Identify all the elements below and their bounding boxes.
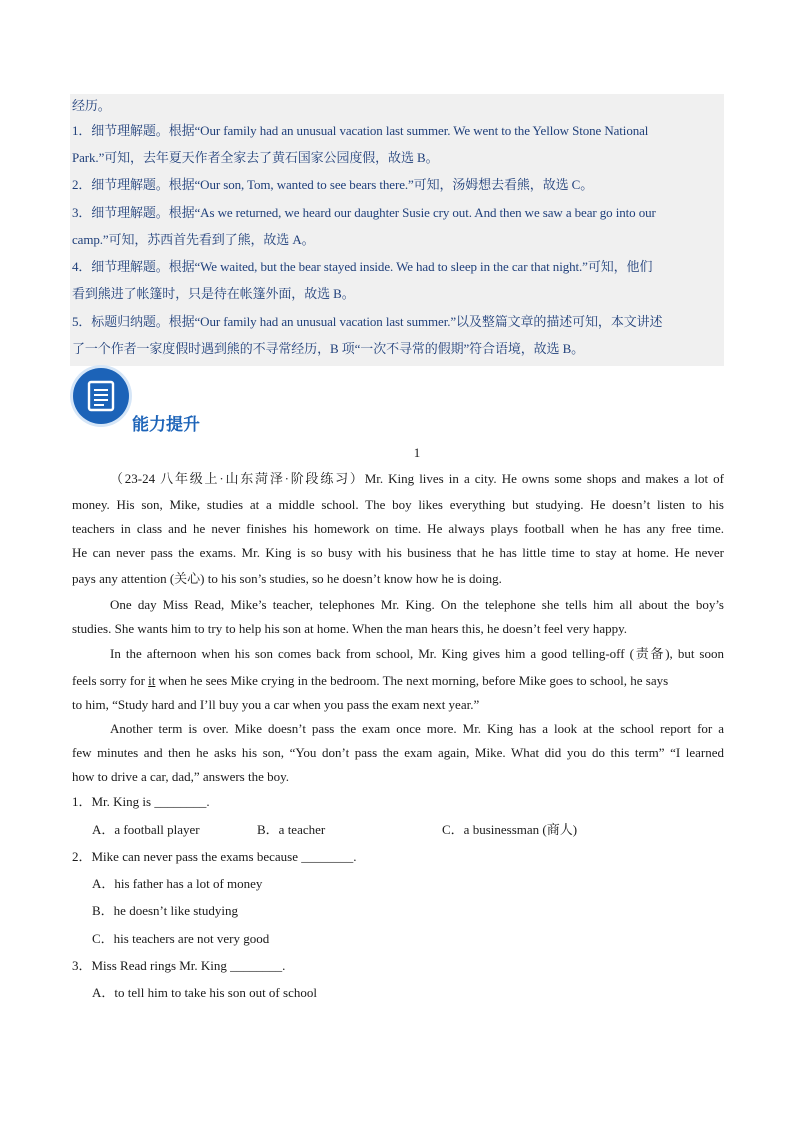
question-option[interactable]: A．his father has a lot of money <box>92 876 263 891</box>
answer-line: 经历。 <box>72 98 111 113</box>
section-title: 能力提升 <box>132 415 200 435</box>
answer-line: 了一个作者一家度假时遇到熊的不寻常经历，B 项“一次不寻常的假期”符合语境，故选 B。 <box>72 341 585 356</box>
passage-line: （23-24 八年级上·山东菏泽·阶段练习）Mr. King lives in a city. He owns some shops and makes a lot of <box>110 471 724 486</box>
question-option[interactable]: C．a businessman (商人) <box>442 822 578 837</box>
answer-line: 看到熊进了帐篷时，只是待在帐篷外面，故选 B。 <box>72 286 355 301</box>
passage-line: One day Miss Read, Mike’s teacher, telephones Mr. King. On the telephone she tells him all about the boy’s <box>110 597 724 612</box>
question-option[interactable]: B．a teacher <box>257 822 326 837</box>
question-option[interactable]: B．he doesn’t like studying <box>92 903 239 918</box>
answer-explanation-box <box>70 94 724 366</box>
passage-line: pays any attention (关心) to his son’s studies, so he doesn’t know how he is doing. <box>72 571 502 586</box>
question-stem: 3．Miss Read rings Mr. King ________. <box>72 958 286 973</box>
question-option[interactable]: A．to tell him to take his son out of school <box>92 985 317 1000</box>
answer-line: 1．细节理解题。根据“Our family had an unusual vacation last summer. We went to the Yellow Stone National <box>72 123 649 138</box>
passage-line: teachers in class and he never finishes his homework on time. He always plays football when he has any free time. <box>72 521 724 536</box>
question-stem: 2．Mike can never pass the exams because ________. <box>72 849 357 864</box>
text-segment: feels sorry for <box>72 673 149 688</box>
passage-line: to him, “Study hard and I’ll buy you a car when you pass the exam next year.” <box>72 697 480 712</box>
question-option[interactable]: C．his teachers are not very good <box>92 931 270 946</box>
answer-line: 2．细节理解题。根据“Our son, Tom, wanted to see bears there.”可知，汤姆想去看熊，故选 C。 <box>72 177 594 192</box>
answer-line: 5．标题归纳题。根据“Our family had an unusual vacation last summer.”以及整篇文章的描述可知，本文讲述 <box>72 314 663 329</box>
passage-line: He can never pass the exams. Mr. King is so busy with his business that he has little time to stay at home. He never <box>72 545 724 560</box>
passage-line: studies. She wants him to try to help his son at home. When the man hears this, he doesn’t feel very happy. <box>72 621 628 636</box>
document-list-icon <box>73 368 129 424</box>
passage-line: few minutes and then he asks his son, “You don’t pass the exam again, Mike. What did you do this term” “I learned <box>72 745 724 760</box>
answer-line: camp.”可知，苏西首先看到了熊，故选 A。 <box>72 232 315 247</box>
answer-line: 3．细节理解题。根据“As we returned, we heard our daughter Susie cry out. And then we saw a bear go into our <box>72 205 656 220</box>
text-segment: when he sees Mike crying in the bedroom. The next morning, before Mike goes to school, he says <box>155 673 669 688</box>
passage-line: money. His son, Mike, studies at a middle school. The boy likes everything but studying. He doesn’t listen to his <box>72 497 724 512</box>
question-stem: 1．Mr. King is ________. <box>72 794 210 809</box>
question-option[interactable]: A．a football player <box>92 822 200 837</box>
passage-number: 1 <box>413 445 421 460</box>
answer-line: 4．细节理解题。根据“We waited, but the bear stayed inside. We had to sleep in the car that night.”可知，他们 <box>72 259 653 274</box>
passage-line <box>72 673 724 689</box>
answer-line: Park.”可知，去年夏天作者全家去了黄石国家公园度假，故选 B。 <box>72 150 439 165</box>
passage-line: how to drive a car, dad,” answers the boy. <box>72 769 290 784</box>
passage-line: In the afternoon when his son comes back from school, Mr. King gives him a good telling-off (责备), but soon <box>110 646 724 661</box>
underlined-word: it <box>148 673 156 688</box>
passage-line: Another term is over. Mike doesn’t pass the exam once more. Mr. King has a look at the school report for a <box>110 721 724 736</box>
